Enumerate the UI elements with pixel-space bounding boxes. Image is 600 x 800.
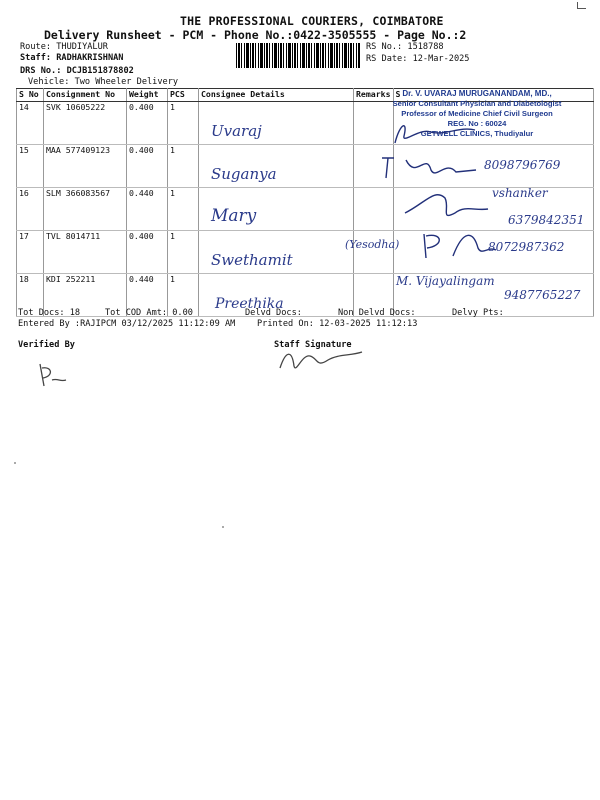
delivered-docs: Delvd Docs: bbox=[245, 308, 302, 318]
cell-sno: 15 bbox=[17, 145, 44, 188]
col-remarks: Remarks bbox=[354, 89, 394, 102]
staff: Staff: RADHAKRISHNAN bbox=[20, 53, 124, 63]
signature-row-16 bbox=[400, 183, 490, 223]
col-weight: Weight bbox=[127, 89, 168, 102]
drs-number: DRS No.: DCJB151878802 bbox=[20, 66, 134, 76]
route: Route: THUDIYALUR bbox=[20, 42, 108, 52]
cell-consignee bbox=[199, 145, 354, 188]
remark-row-17: (Yesodha) bbox=[345, 238, 400, 251]
stamp-line-1: Dr. V. UVARAJ MURUGANANDAM, MD., bbox=[402, 89, 552, 98]
cell-pcs: 1 bbox=[168, 145, 199, 188]
handwritten-name: Preethika bbox=[215, 296, 284, 312]
phone-row-15: 8098796769 bbox=[484, 158, 561, 172]
cell-pcs: 1 bbox=[168, 274, 199, 317]
entered-by: Entered By :RAJIPCM 03/12/2025 11:12:09 AM bbox=[18, 319, 236, 329]
signature-row-14 bbox=[390, 118, 480, 148]
total-cod-amount: Tot COD Amt: 0.00 bbox=[105, 308, 193, 318]
delivery-points: Delvy Pts: bbox=[452, 308, 504, 318]
col-consignee: Consignee Details bbox=[199, 89, 354, 102]
cell-sno: 18 bbox=[17, 274, 44, 317]
staff-signature bbox=[276, 346, 366, 372]
phone-row-18: 9487765227 bbox=[504, 288, 581, 302]
cell-consignment: KDI 252211 bbox=[44, 274, 127, 317]
cell-weight: 0.400 bbox=[127, 102, 168, 145]
cell-consignment: MAA 577409123 bbox=[44, 145, 127, 188]
non-delivered-docs: Non Delvd Docs: bbox=[338, 308, 416, 318]
stamp-line-5: GETWELL CLINICS, Thudiyalur bbox=[420, 129, 534, 138]
signature-row-15 bbox=[376, 150, 481, 182]
col-consignment: Consignment No bbox=[44, 89, 127, 102]
remark-row-16: vshanker bbox=[492, 186, 548, 200]
cell-consignee bbox=[199, 231, 354, 274]
cell-consignment: SLM 366083567 bbox=[44, 188, 127, 231]
verified-by-label: Verified By bbox=[18, 340, 75, 350]
handwritten-name: Uvaraj bbox=[211, 122, 262, 140]
stamp-line-3: Professor of Medicine Chief Civil Surgeon bbox=[401, 109, 553, 118]
runsheet-title: Delivery Runsheet - PCM - Phone No.:0422-3505555 - Page No.:2 bbox=[44, 28, 467, 42]
remark-row-18: M. Vijayalingam bbox=[396, 274, 495, 288]
handwritten-name: Swethamit bbox=[211, 251, 293, 269]
cell-pcs: 1 bbox=[168, 231, 199, 274]
cell-weight: 0.400 bbox=[127, 145, 168, 188]
stamp-line-4: REG. No : 60024 bbox=[447, 119, 507, 128]
handwritten-name: Mary bbox=[211, 206, 257, 226]
col-pcs: PCS bbox=[168, 89, 199, 102]
cell-sno: 14 bbox=[17, 102, 44, 145]
cell-weight: 0.440 bbox=[127, 188, 168, 231]
barcode bbox=[236, 43, 360, 68]
col-sno: S No bbox=[17, 89, 44, 102]
phone-row-16: 6379842351 bbox=[508, 213, 585, 227]
cell-consignee bbox=[199, 102, 354, 145]
cell-pcs: 1 bbox=[168, 188, 199, 231]
cell-remarks bbox=[354, 188, 394, 231]
cell-weight: 0.440 bbox=[127, 274, 168, 317]
speck bbox=[14, 462, 16, 464]
col-sign: S bbox=[393, 89, 593, 102]
stamp-line-2: Senior Consultant Physician and Diabetologist bbox=[392, 99, 562, 108]
cell-sno: 17 bbox=[17, 231, 44, 274]
handwritten-name: Suganya bbox=[211, 165, 277, 183]
company-name: THE PROFESSIONAL COURIERS, COIMBATORE bbox=[180, 14, 444, 28]
cell-consignment: TVL 8014711 bbox=[44, 231, 127, 274]
vehicle: Vehicle: Two Wheeler Delivery bbox=[28, 77, 179, 87]
cell-sno: 16 bbox=[17, 188, 44, 231]
printed-on: Printed On: 12-03-2025 11:12:13 bbox=[257, 319, 418, 329]
cell-consignee bbox=[199, 188, 354, 231]
verifier-signature bbox=[30, 360, 70, 390]
corner-mark bbox=[577, 2, 586, 9]
cell-remarks bbox=[354, 231, 394, 274]
signature-row-17 bbox=[418, 228, 498, 262]
staff-signature-label: Staff Signature bbox=[274, 340, 352, 350]
cell-pcs: 1 bbox=[168, 102, 199, 145]
total-docs: Tot Docs: 18 bbox=[18, 308, 81, 318]
cell-weight: 0.400 bbox=[127, 231, 168, 274]
rs-date: RS Date: 12-Mar-2025 bbox=[366, 54, 470, 64]
rs-number: RS No.: 1518788 bbox=[366, 42, 444, 52]
speck bbox=[222, 526, 224, 528]
phone-row-17: 8072987362 bbox=[488, 240, 565, 254]
cell-consignment: SVK 10605222 bbox=[44, 102, 127, 145]
